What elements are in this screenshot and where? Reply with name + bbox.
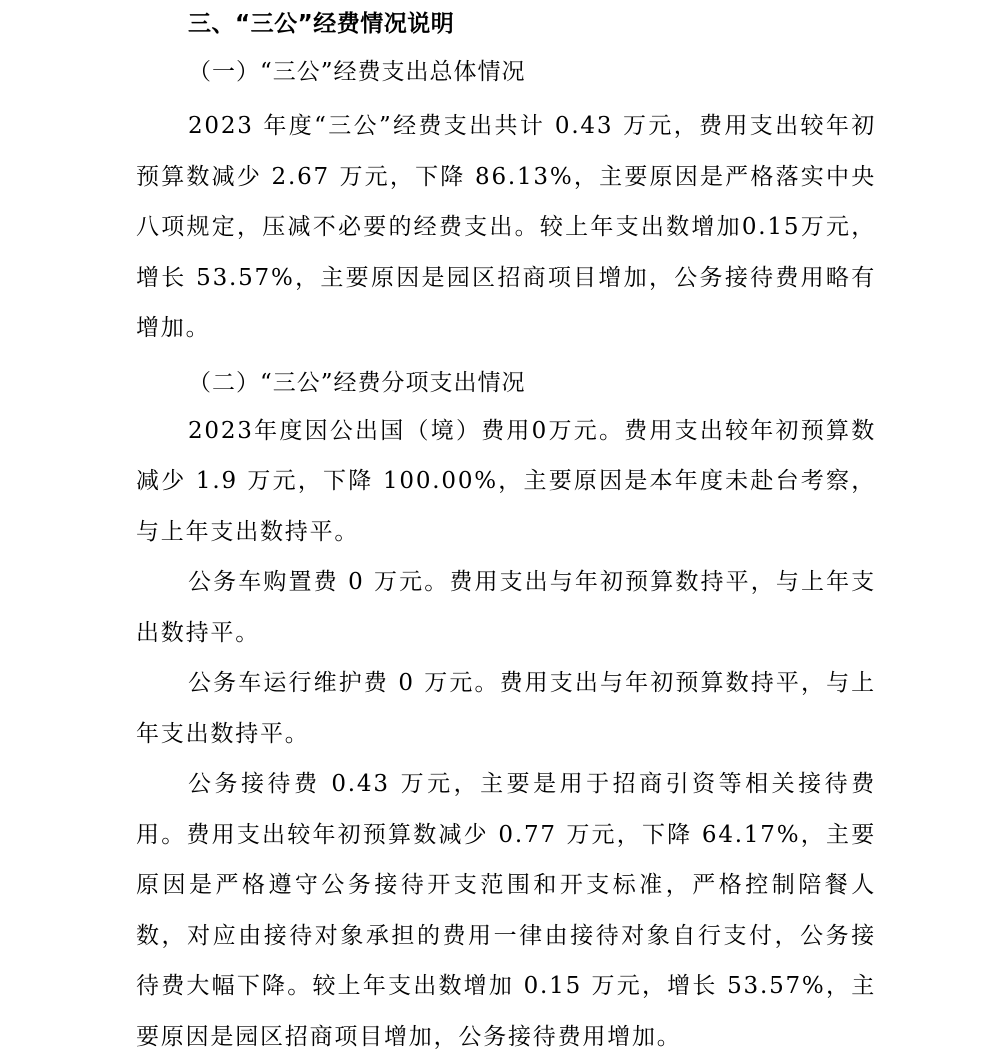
- paragraph-overall-spending: 2023 年度“三公”经费支出共计 0.43 万元，费用支出较年初预算数减少 2.67 万元，下降 86.13%，主要原因是严格落实中央八项规定，压减不必要的经费支出。较上年支出数增加0.15万元，增长 53.57%，主要原因是园区招商项目增加，公务接待费用略有增加。: [136, 113, 876, 341]
- paragraph-overseas-travel: 2023年度因公出国（境）费用0万元。费用支出较年初预算数减少 1.9 万元，下降 100.00%，主要原因是本年度未赴台考察，与上年支出数持平。: [136, 417, 876, 545]
- paragraph-vehicle-maintenance: 公务车运行维护费 0 万元。费用支出与年初预算数持平，与上年支出数持平。: [136, 670, 876, 747]
- paragraph-official-reception: 公务接待费 0.43 万元，主要是用于招商引资等相关接待费用。费用支出较年初预算数减少 0.77 万元，下降 64.17%，主要原因是严格遵守公务接待开支范围和开支标准，严格控制陪餐人数，对应由接待对象承担的费用一律由接待对象自行支付，公务接待费大幅下降。较上年支出数增加 0.15 万元，增长 53.57%，主要原因是园区招商项目增加，公务接待费用增加。: [136, 771, 876, 1050]
- subsection-heading-itemized: （二）“三公”经费分项支出情况: [188, 369, 526, 396]
- document-page: [136, 0, 876, 1062]
- subsection-heading-overall: （一）“三公”经费支出总体情况: [188, 59, 526, 85]
- paragraph-vehicle-purchase: 公务车购置费 0 万元。费用支出与年初预算数持平，与上年支出数持平。: [136, 569, 876, 646]
- section-heading: 三、“三公”经费情况说明: [188, 11, 455, 37]
